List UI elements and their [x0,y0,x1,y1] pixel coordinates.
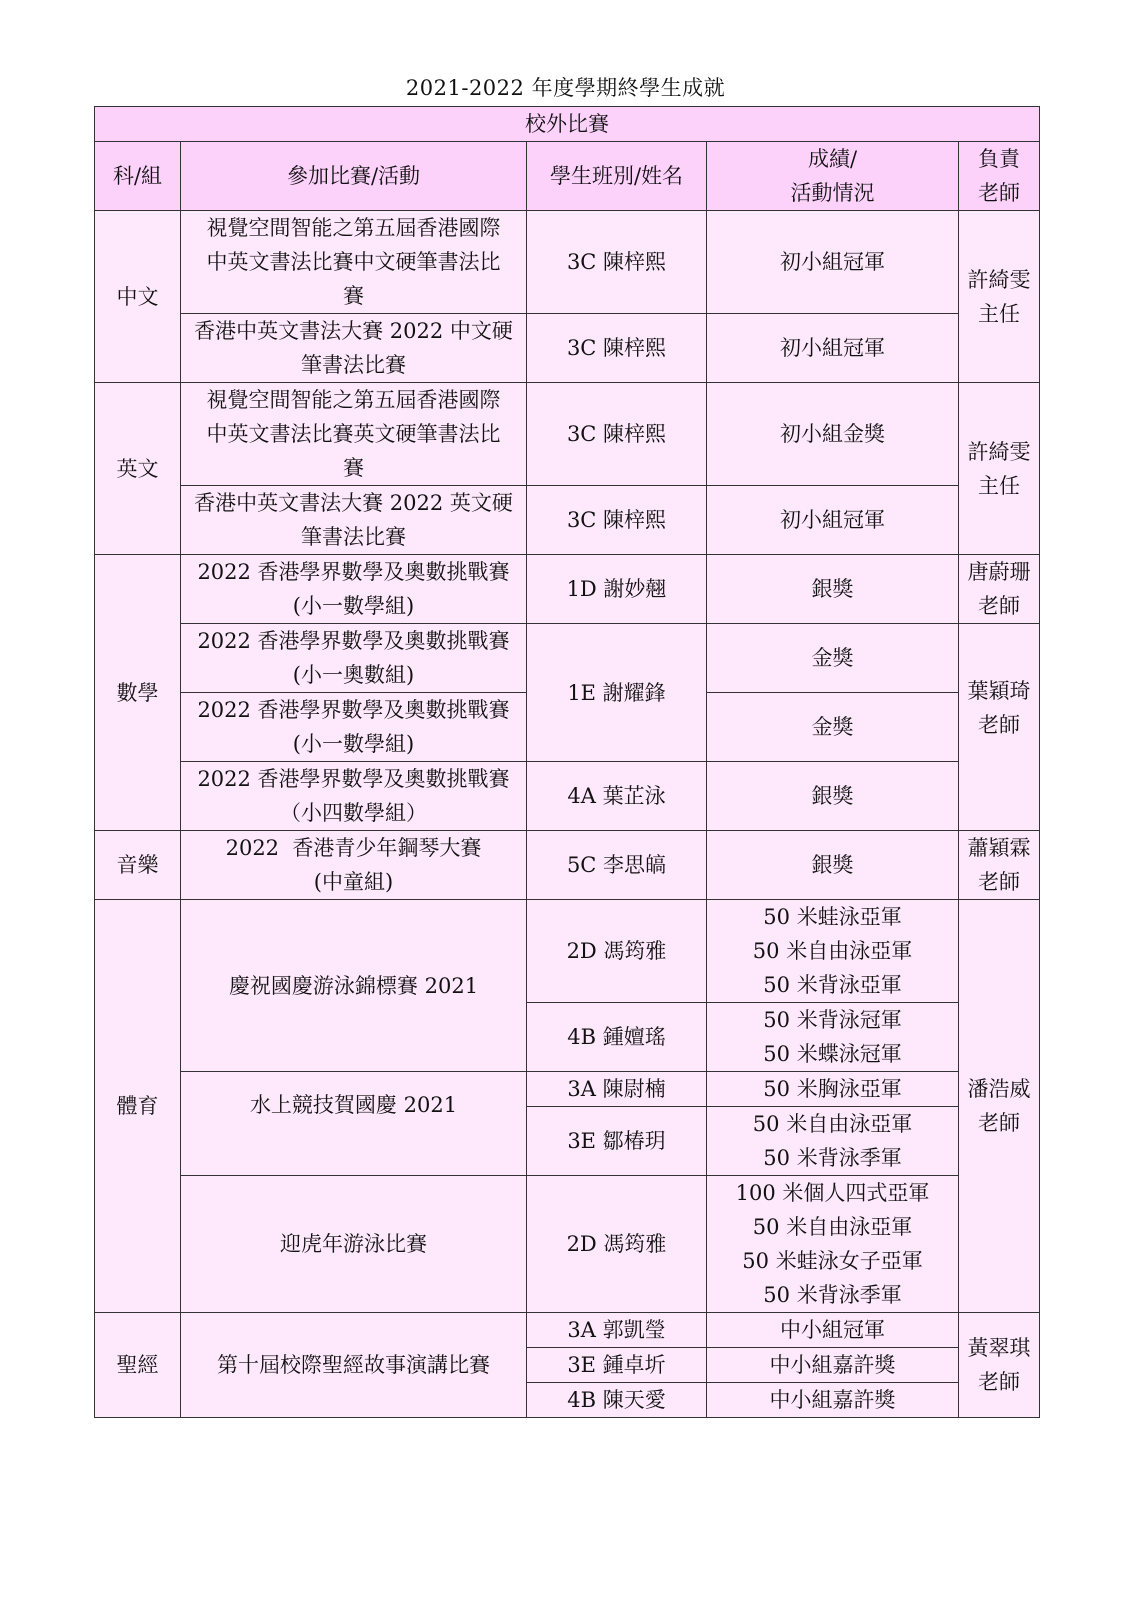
teacher-cell: 許綺雯 主任 [959,383,1040,555]
teacher-cell: 蕭穎霖 老師 [959,831,1040,900]
result-cell: 中小組嘉許獎 [707,1348,959,1383]
student-cell: 3C 陳梓熙 [527,486,707,555]
result-cell: 初小組冠軍 [707,314,959,383]
student-cell: 5C 李思皜 [527,831,707,900]
competition-cell: 慶祝國慶游泳錦標賽 2021 [181,900,527,1072]
table-row [95,1313,1040,1348]
result-cell: 金獎 [707,624,959,693]
competition-cell: 2022 香港學界數學及奧數挑戰賽 (小一數學組) [181,693,527,762]
competition-cell: 視覺空間智能之第五屆香港國際 中英文書法比賽中文硬筆書法比 賽 [181,211,527,314]
teacher-cell: 許綺雯 主任 [959,211,1040,383]
competition-cell: 香港中英文書法大賽 2022 英文硬 筆書法比賽 [181,486,527,555]
subject-cell-chinese: 中文 [95,211,181,383]
competition-cell: 水上競技賀國慶 2021 [181,1072,527,1176]
subject-cell-pe: 體育 [95,900,181,1313]
student-cell: 2D 馮筠雅 [527,1176,707,1313]
student-cell: 4B 鍾嬗瑤 [527,1003,707,1072]
student-cell: 4B 陳天愛 [527,1383,707,1418]
competition-cell: 2022 香港學界數學及奧數挑戰賽 (小一奧數組) [181,624,527,693]
subject-cell-math: 數學 [95,555,181,831]
student-cell: 2D 馮筠雅 [527,900,707,1003]
competition-cell: 第十屆校際聖經故事演講比賽 [181,1313,527,1418]
table-row [95,900,1040,1003]
student-cell: 1D 謝妙翹 [527,555,707,624]
student-cell: 3E 鄒椿玥 [527,1107,707,1176]
subject-cell-english: 英文 [95,383,181,555]
result-cell: 50 米自由泳亞軍 50 米背泳季軍 [707,1107,959,1176]
teacher-cell: 唐蔚珊 老師 [959,555,1040,624]
result-cell: 50 米背泳冠軍 50 米蝶泳冠軍 [707,1003,959,1072]
student-cell: 3A 陳尉楠 [527,1072,707,1107]
achievement-table [94,106,1040,1418]
result-cell: 中小組嘉許獎 [707,1383,959,1418]
result-cell: 金獎 [707,693,959,762]
table-row [95,486,1040,555]
competition-cell: 2022 香港學界數學及奧數挑戰賽 （小四數學組） [181,762,527,831]
result-cell: 初小組冠軍 [707,486,959,555]
section-banner-row [95,107,1040,142]
result-cell: 50 米蛙泳亞軍 50 米自由泳亞軍 50 米背泳亞軍 [707,900,959,1003]
table-row [95,1176,1040,1313]
result-cell: 銀獎 [707,555,959,624]
result-cell: 50 米胸泳亞軍 [707,1072,959,1107]
table-row [95,555,1040,624]
header-result: 成績/ 活動情況 [707,142,959,211]
header-subject: 科/組 [95,142,181,211]
result-cell: 初小組金獎 [707,383,959,486]
header-teacher: 負責 老師 [959,142,1040,211]
student-cell: 1E 謝耀鋒 [527,624,707,762]
teacher-cell: 黃翠琪 老師 [959,1313,1040,1418]
header-competition: 參加比賽/活動 [181,142,527,211]
table-row [95,1072,1040,1107]
header-student: 學生班別/姓名 [527,142,707,211]
table-row [95,831,1040,900]
header-row [95,142,1040,211]
result-cell: 銀獎 [707,831,959,900]
table-row [95,624,1040,693]
competition-cell: 視覺空間智能之第五屆香港國際 中英文書法比賽英文硬筆書法比 賽 [181,383,527,486]
competition-cell: 香港中英文書法大賽 2022 中文硬 筆書法比賽 [181,314,527,383]
competition-cell: 迎虎年游泳比賽 [181,1176,527,1313]
student-cell: 3C 陳梓熙 [527,211,707,314]
teacher-cell: 潘浩威 老師 [959,900,1040,1313]
table-row [95,383,1040,486]
subject-cell-bible: 聖經 [95,1313,181,1418]
competition-cell: 2022 香港學界數學及奧數挑戰賽 (小一數學組) [181,555,527,624]
student-cell: 3C 陳梓熙 [527,314,707,383]
result-cell: 初小組冠軍 [707,211,959,314]
student-cell: 3C 陳梓熙 [527,383,707,486]
subject-cell-music: 音樂 [95,831,181,900]
student-cell: 4A 葉芷泳 [527,762,707,831]
teacher-cell: 葉穎琦 老師 [959,624,1040,831]
result-cell: 100 米個人四式亞軍 50 米自由泳亞軍 50 米蛙泳女子亞軍 50 米背泳季軍 [707,1176,959,1313]
result-cell: 中小組冠軍 [707,1313,959,1348]
section-title: 校外比賽 [95,107,1040,142]
student-cell: 3E 鍾卓圻 [527,1348,707,1383]
table-row [95,314,1040,383]
table-row [95,211,1040,314]
competition-cell: 2022 香港青少年鋼琴大賽 (中童組) [181,831,527,900]
page-title: 2021-2022 年度學期終學生成就 [405,76,726,100]
table-row [95,762,1040,831]
result-cell: 銀獎 [707,762,959,831]
student-cell: 3A 郭凱瑩 [527,1313,707,1348]
